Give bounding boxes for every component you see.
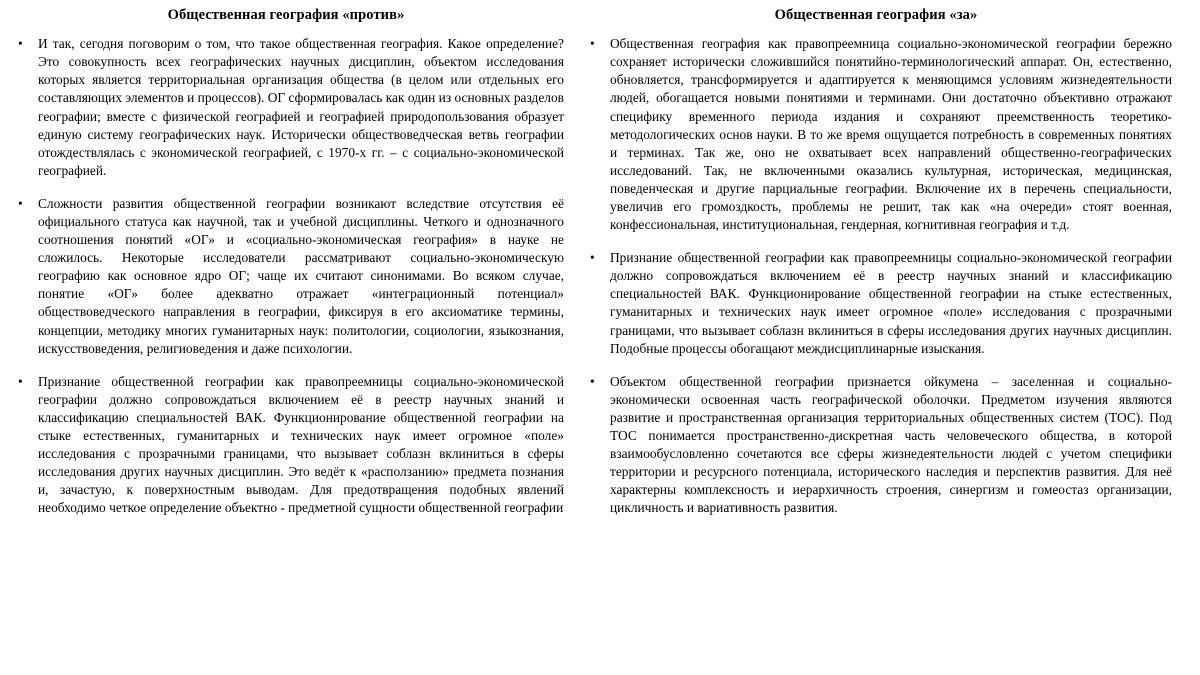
- list-item: [8, 35, 564, 180]
- column-for-heading: Общественная география «за»: [774, 7, 978, 23]
- bullet-point-icon: •: [18, 373, 23, 389]
- column-for-bullet-list: [580, 35, 1172, 517]
- column-against-heading: Общественная география «против»: [167, 7, 405, 23]
- list-item-text: Сложности развития общественной географии возникают вследствие отсутствия её официального статуса как научной, так и учебной дисциплины. Четкого и однозначного соотношения понятий «ОГ» и «социально-экономическая география» в науке не сложилось. Некоторые исследователи рассматривают социально-экономическую географию как основное ядро ОГ; чаще их считают синонимами. Во всяком случае, понятие «ОГ» более адекватно отражает «интеграционный потенциал» обществоведческого направления в географии, фиксируя в его аксиоматике термины, концепции, методику многих гуманитарных наук: политологии, социологии, языкознания, искусствоведения, религиоведения и даже психологии.: [38, 195, 564, 356]
- list-item-text: Признание общественной географии как правопреемницы социально-экономической географии должно сопровождаться включением её в реестр научных знаний и классификацию специальностей ВАК. Функционирование общественной географии на стыке естественных, гуманитарных и технических наук имеет огромное «поле» исследования с прозрачными границами, что вызывает соблазн вклиниться в сферы исследования других научных дисциплин. Подобные процессы обогащают междисциплинарные изыскания.: [610, 250, 1172, 356]
- column-against: [0, 0, 568, 517]
- bullet-point-icon: •: [590, 373, 595, 389]
- list-item-text: Объектом общественной географии признается ойкумена – заселенная и социально-экономически освоенная часть географической оболочки. Предметом изучения являются развитие и пространственная организация территориальных общественных систем (ТОС). Под ТОС понимается пространственно-дискретная часть человеческого общества, в которой взаимообусловленно сочетаются все сферы жизнедеятельности людей с учетом специфики территории и ресурсного потенциала, исторического наследия и перспектив развития. Для неё характерны комплексность и иерархичность строения, синергизм и гомеостаз организации, цикличность и вариативность развития.: [610, 373, 1172, 516]
- list-item: [580, 249, 1172, 358]
- list-item-text: И так, сегодня поговорим о том, что такое общественная география. Какое определение? Это совокупность всех географических научных дисциплин, объектом исследования которых является территориальная организация общества (в целом или отдельных его составляющих элементов и процессов). ОГ сформировалась как один из основных разделов географии; вместе с физической географией и географией природопользования образует единую систему географических наук. Исторически обществоведческая ветвь географии отождествлялась с экономической географией, с 1970-х гг. – с социально-экономической географией.: [38, 36, 564, 178]
- bullet-point-icon: •: [590, 36, 595, 52]
- bullet-point-icon: •: [18, 195, 23, 211]
- list-item: [8, 195, 564, 358]
- list-item-text: Общественная география как правопреемница социально-экономической географии бережно сохраняет исторически сложившийся понятийно-терминологический аппарат. Он, естественно, обновляется, трансформируется и адаптируется к меняющимся условиям жизнедеятельности людей, обогащается новыми понятиями и терминами. Они достаточно объективно отражают специфику временного периода издания и сохраняют преемственность теоретико-методологических основ науки. В то же время ощущается потребность в современных понятиях и терминах. Так же, оно не охватывает всех направлений общественно-географических исследований. Так, не включенными оказались культурная, историческая, медицинская, поведенческая и другие парциальные географии. Включение их в перечень специальности, увеличив его громоздкость, проблемы не решит, так как «на очереди» стоят военная, конфессиональная, институциональная, гендерная, когнитивная география и т.д.: [610, 36, 1172, 233]
- list-item: [580, 35, 1172, 234]
- list-item-text: Признание общественной географии как правопреемницы социально-экономической географии должно сопровождаться включением её в реестр научных знаний и классификацию специальностей ВАК. Функционирование общественной географии на стыке естественных, гуманитарных и технических наук имеет огромное «поле» исследования с прозрачными границами, что вызывает соблазн вклиниться в сферы исследования других научных дисциплин. Это ведёт к «расползанию» предмета познания и, зачастую, к поверхностным выводам. Для предотвращения подобных явлений необходимо четкое определение объектно - предметной сущности общественной географии: [38, 373, 564, 516]
- list-item: [580, 373, 1172, 518]
- column-for: [568, 0, 1200, 517]
- column-against-bullet-list: [8, 35, 564, 517]
- bullet-point-icon: •: [590, 250, 595, 266]
- bullet-point-icon: •: [18, 36, 23, 52]
- list-item: [8, 373, 564, 518]
